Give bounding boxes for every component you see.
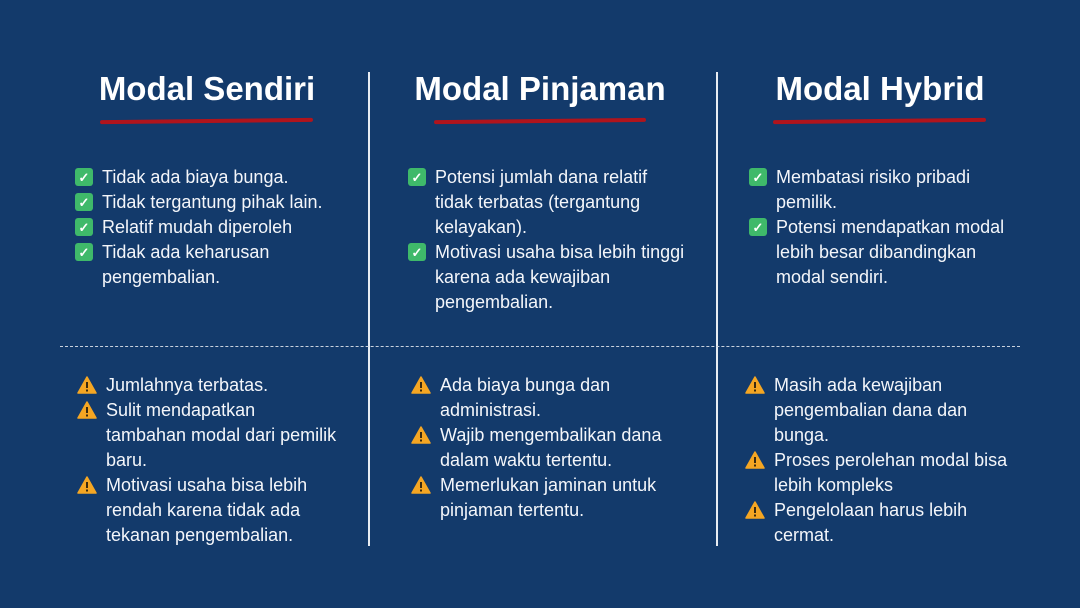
check-icon: ✓ [75,193,93,211]
title-underline [434,118,646,124]
pro-item [75,215,337,240]
pro-text: Tidak tergantung pihak lain. [102,192,323,212]
title-underline [100,118,313,124]
warning-icon [745,451,765,469]
con-text: Motivasi usaha bisa lebih rendah karena tidak ada tekanan pengembalian. [106,475,308,545]
con-text: Memerlukan jaminan untuk pinjaman tertentu. [440,475,657,520]
column-title: Modal Pinjaman [414,70,666,107]
con-item [411,423,676,473]
pro-text: Relatif mudah diperoleh [102,217,293,237]
pro-item [749,165,1011,215]
warning-icon [77,376,97,394]
check-icon: ✓ [408,243,426,261]
column-divider-2 [716,72,718,546]
warning-icon [411,476,431,494]
check-icon: ✓ [75,168,93,186]
con-text: Jumlahnya terbatas. [106,375,269,395]
column-title: Modal Sendiri [98,70,316,107]
pros-list [749,165,1011,290]
check-icon: ✓ [75,218,93,236]
pro-text: Tidak ada biaya bunga. [102,167,289,187]
warning-icon [745,376,765,394]
warning-icon [745,501,765,519]
pro-item [408,165,690,240]
warning-icon [77,401,97,419]
pros-list [75,165,337,290]
pro-text: Potensi jumlah dana relatif tidak terbatas (tergantung kelayakan). [435,167,648,237]
con-text: Sulit mendapatkan tambahan modal dari pemilik baru. [106,400,337,470]
con-item [77,373,339,398]
con-text: Ada biaya bunga dan administrasi. [440,375,611,420]
pro-item [75,165,337,190]
con-text: Wajib mengembalikan dana dalam waktu tertentu. [440,425,662,470]
pros-list [408,165,690,315]
check-icon: ✓ [408,168,426,186]
warning-icon [411,376,431,394]
cons-list [745,373,1015,548]
title-underline [773,118,986,124]
con-item [745,373,1015,448]
con-text: Masih ada kewajiban pengembalian dana dan bunga. [774,375,968,445]
pro-text: Tidak ada keharusan pengembalian. [102,242,270,287]
pro-item [408,240,690,315]
pros-cons-divider [60,346,1020,347]
con-item [77,398,339,473]
check-icon: ✓ [75,243,93,261]
cons-list [77,373,339,548]
con-item [411,373,676,423]
con-text: Pengelolaan harus lebih cermat. [774,500,968,545]
pro-item [75,190,337,215]
pro-item [749,215,1011,290]
pro-text: Membatasi risiko pribadi pemilik. [776,167,971,212]
column-title: Modal Hybrid [775,70,985,107]
con-item [411,473,676,523]
column-divider-1 [368,72,370,546]
con-item [745,448,1015,498]
con-text: Proses perolehan modal bisa lebih kompleks [774,450,1008,495]
pro-item [75,240,337,290]
con-item [745,498,1015,548]
pro-text: Potensi mendapatkan modal lebih besar dibandingkan modal sendiri. [776,217,1005,287]
pro-text: Motivasi usaha bisa lebih tinggi karena ada kewajiban pengembalian. [435,242,685,312]
warning-icon [411,426,431,444]
cons-list [411,373,676,523]
check-icon: ✓ [749,168,767,186]
warning-icon [77,476,97,494]
check-icon: ✓ [749,218,767,236]
con-item [77,473,339,548]
